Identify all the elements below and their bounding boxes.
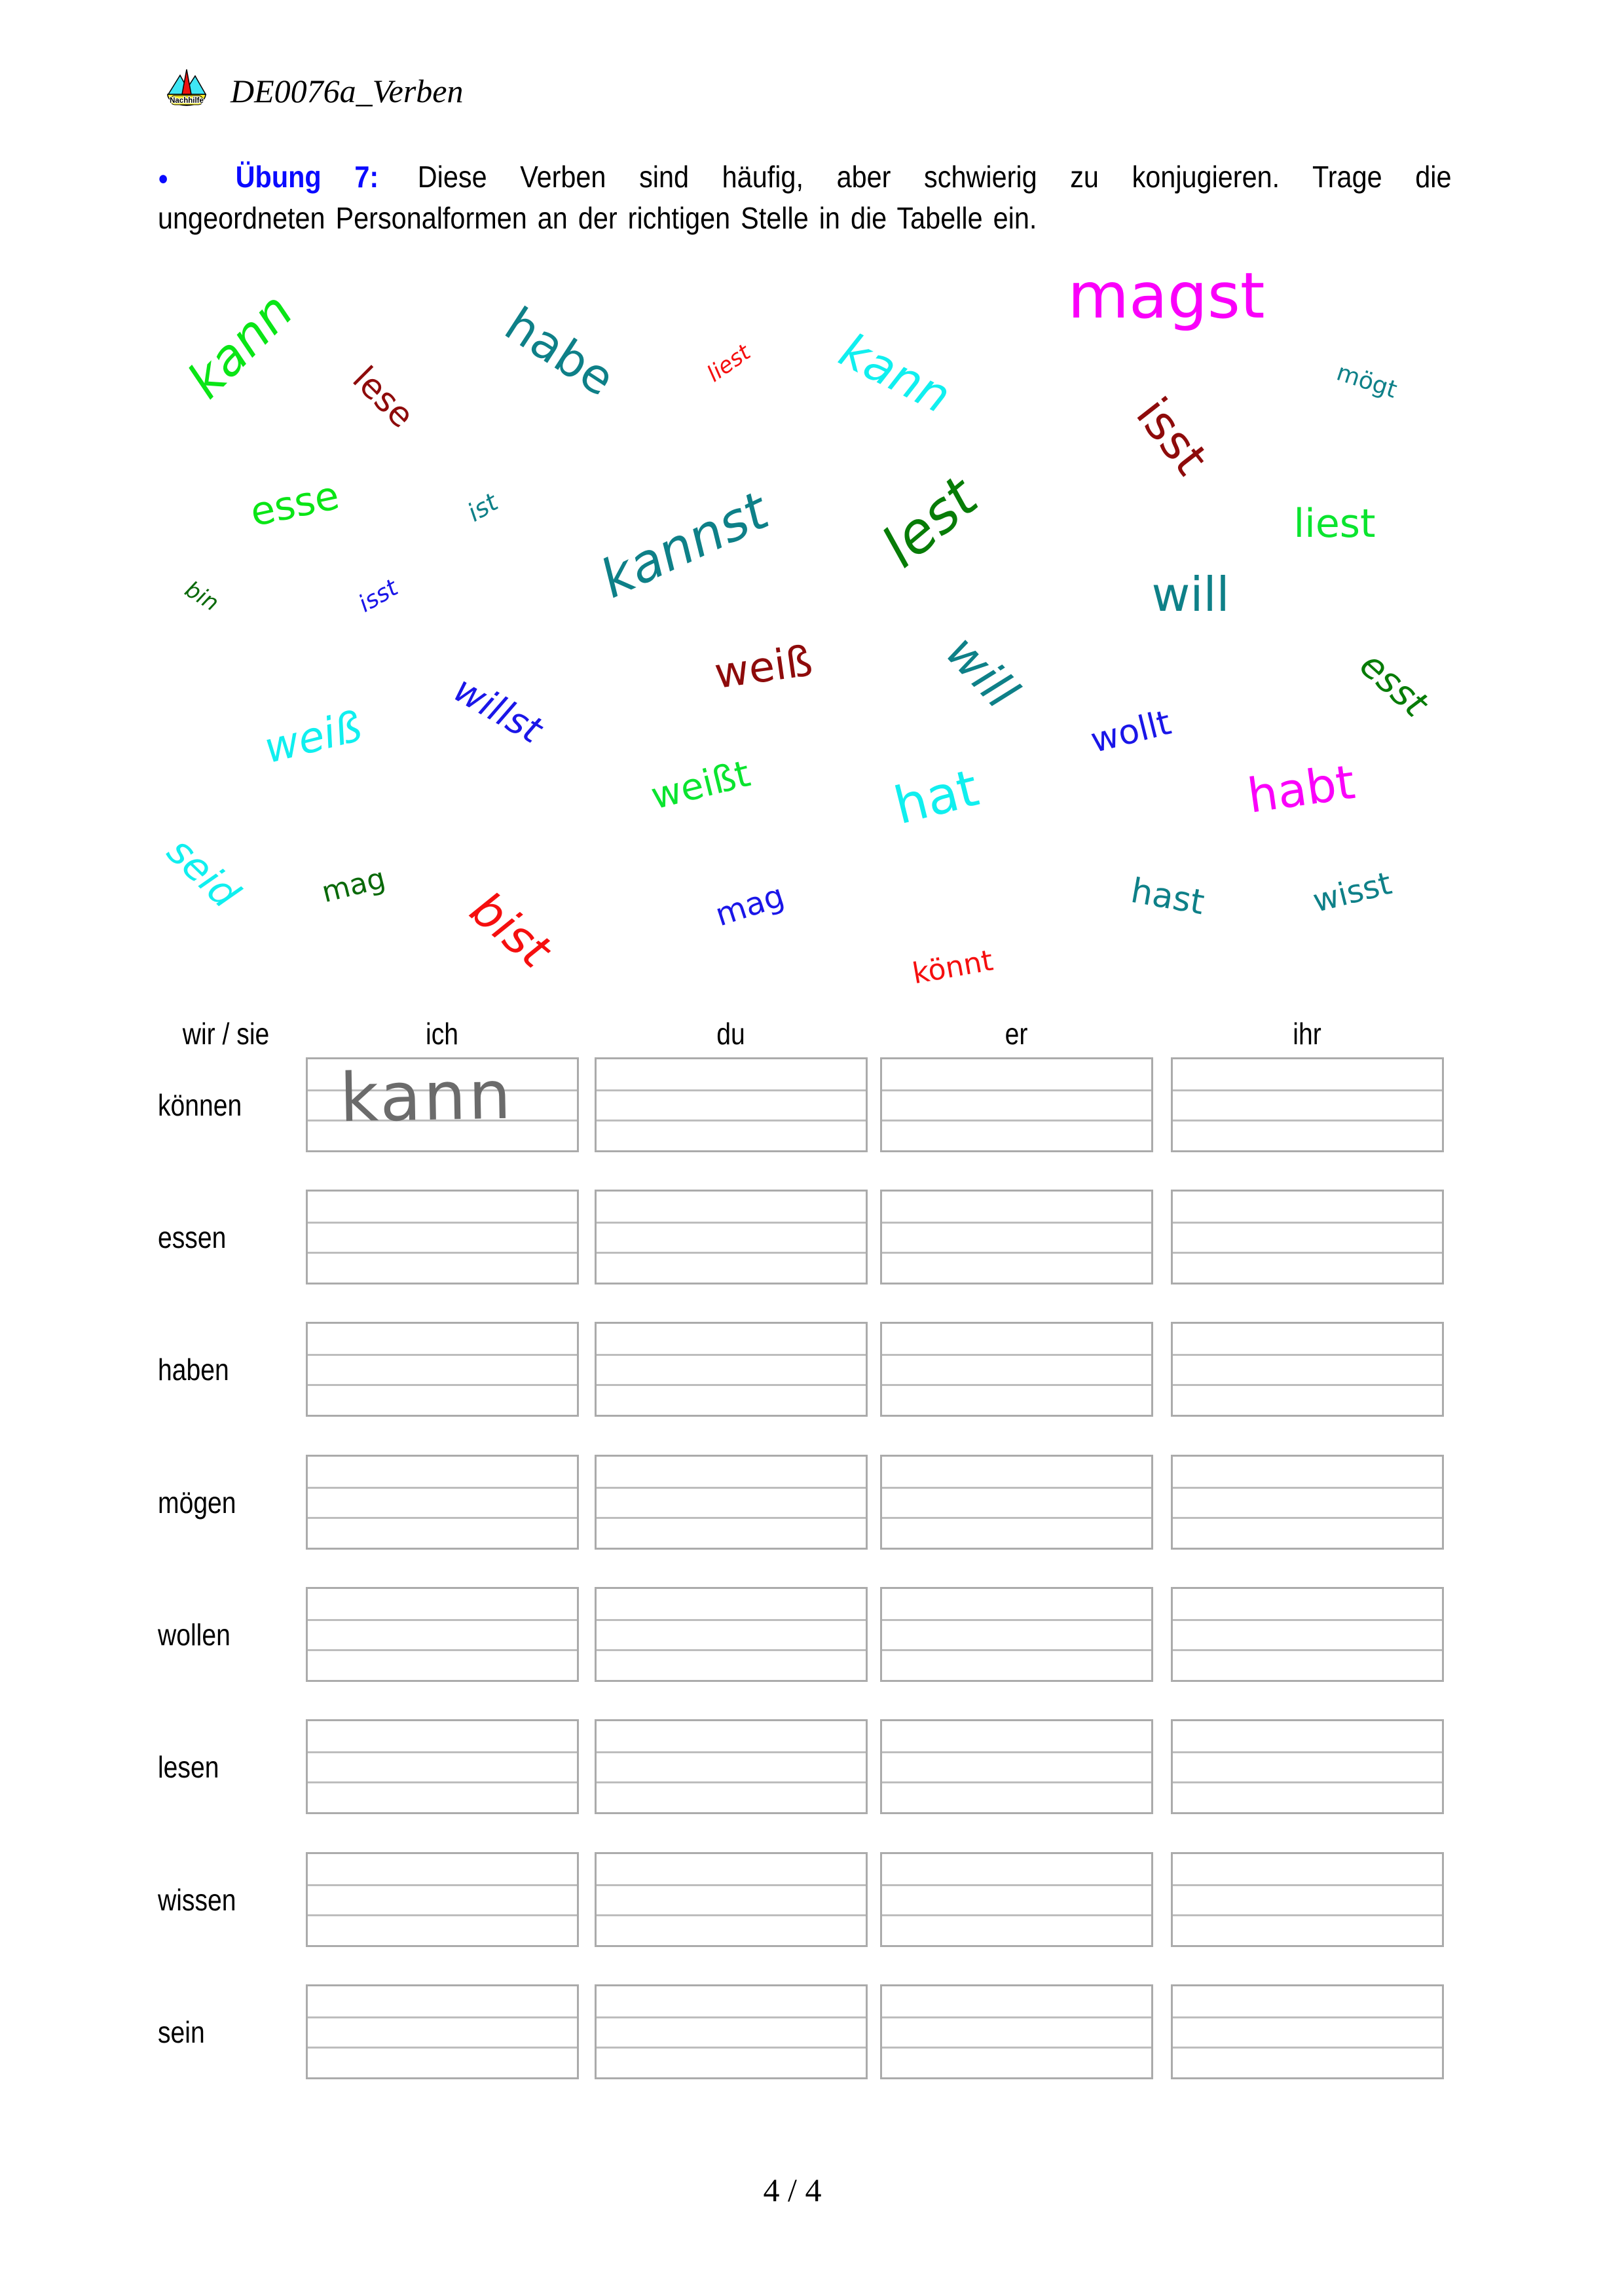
cloud-word-seid-25: seid (158, 828, 248, 917)
writing-guide-line (1173, 1384, 1442, 1386)
writing-guide-line (597, 1781, 866, 1783)
writing-guide-line (308, 1487, 577, 1489)
cloud-word-könnt-31: könnt (910, 943, 996, 991)
cloud-word-kann-0: kann (176, 282, 304, 410)
writing-guide-line (1173, 2047, 1442, 2049)
bullet-icon: ● (158, 168, 194, 189)
answer-cell-haben-du[interactable] (595, 1322, 868, 1417)
cloud-word-esst-18: esst (1351, 644, 1436, 726)
column-header-ihr: ihr (1293, 1017, 1321, 1051)
cloud-word-habe-2: habe (495, 296, 625, 407)
answer-cell-mögen-ihr[interactable] (1171, 1455, 1444, 1550)
cloud-word-isst-7: isst (1125, 387, 1219, 485)
column-header-wirsie: wir / sie (182, 1017, 270, 1051)
writing-guide-line (597, 1089, 866, 1091)
cloud-word-mögt-6: mögt (1333, 359, 1401, 404)
answer-cell-essen-ihr[interactable] (1171, 1190, 1444, 1285)
answer-cell-wissen-ihr[interactable] (1171, 1852, 1444, 1947)
cloud-word-will-15: will (1151, 567, 1230, 622)
answer-cell-mögen-du[interactable] (595, 1455, 868, 1550)
writing-guide-line (1173, 1649, 1442, 1651)
writing-guide-line (1173, 1884, 1442, 1886)
instruction-line-2: ungeordneten Personalformen an der richtigen Stelle in die Tabelle ein. (158, 201, 1037, 235)
writing-guide-line (882, 1914, 1151, 1916)
handwritten-answer-kann: kann (339, 1056, 515, 1138)
writing-guide-line (1173, 1914, 1442, 1916)
answer-cell-lesen-ihr[interactable] (1171, 1719, 1444, 1814)
answer-cell-sein-er[interactable] (880, 1984, 1153, 2079)
exercise-label: Übung 7: (235, 160, 379, 194)
answer-cell-können-du[interactable] (595, 1057, 868, 1152)
answer-cell-lesen-er[interactable] (880, 1719, 1153, 1814)
writing-guide-line (308, 1384, 577, 1386)
writing-guide-line (597, 1252, 866, 1254)
writing-guide-line (597, 1619, 866, 1621)
verb-row-label-essen: essen (158, 1220, 227, 1254)
verb-row-label-wissen: wissen (158, 1882, 236, 1917)
answer-cell-haben-ihr[interactable] (1171, 1322, 1444, 1417)
cloud-word-wisst-30: wisst (1309, 865, 1395, 920)
writing-guide-line (597, 1354, 866, 1356)
writing-guide-line (308, 1751, 577, 1753)
cloud-word-hat-24: hat (889, 758, 984, 837)
cloud-word-magst-5: magst (1067, 259, 1265, 333)
answer-cell-wissen-er[interactable] (880, 1852, 1153, 1947)
cloud-word-willst-19: willst (446, 668, 549, 752)
answer-cell-lesen-du[interactable] (595, 1719, 868, 1814)
writing-guide-line (597, 1517, 866, 1519)
writing-guide-line (308, 1914, 577, 1916)
cloud-word-bin-13: bin (180, 576, 223, 617)
writing-guide-line (597, 1914, 866, 1916)
answer-cell-wissen-ich[interactable] (306, 1852, 579, 1947)
writing-guide-line (308, 2047, 577, 2049)
cloud-word-wollt-21: wollt (1086, 702, 1175, 761)
logo-text: Nachhilfe (170, 97, 204, 105)
cloud-word-will-17: will (935, 624, 1029, 720)
writing-guide-line (597, 1222, 866, 1224)
writing-guide-line (597, 1120, 866, 1121)
cloud-word-mag-28: mag (710, 877, 789, 934)
writing-guide-line (597, 2016, 866, 2018)
answer-cell-essen-ich[interactable] (306, 1190, 579, 1285)
answer-cell-können-ihr[interactable] (1171, 1057, 1444, 1152)
answer-cell-wollen-ihr[interactable] (1171, 1587, 1444, 1682)
cloud-word-habt-23: habt (1244, 754, 1358, 824)
writing-guide-line (597, 1487, 866, 1489)
writing-guide-line (308, 1619, 577, 1621)
cloud-word-weiß-16: weiß (711, 636, 816, 699)
answer-cell-haben-er[interactable] (880, 1322, 1153, 1417)
cloud-word-ist-9: ist (462, 487, 503, 528)
writing-guide-line (1173, 1487, 1442, 1489)
cloud-word-liest-3: liest (702, 339, 756, 388)
answer-cell-wollen-ich[interactable] (306, 1587, 579, 1682)
writing-guide-line (1173, 1517, 1442, 1519)
writing-guide-line (1173, 1751, 1442, 1753)
writing-guide-line (882, 1884, 1151, 1886)
verb-row-label-lesen: lesen (158, 1749, 219, 1784)
answer-cell-lesen-ich[interactable] (306, 1719, 579, 1814)
writing-guide-line (1173, 2016, 1442, 2018)
writing-guide-line (882, 1487, 1151, 1489)
writing-guide-line (308, 1517, 577, 1519)
column-header-ich: ich (426, 1017, 458, 1051)
cloud-word-weißt-22: weißt (646, 752, 754, 818)
cloud-word-kann-4: kann (831, 322, 959, 424)
answer-cell-wollen-er[interactable] (880, 1587, 1153, 1682)
answer-cell-sein-ich[interactable] (306, 1984, 579, 2079)
cloud-word-hast-29: hast (1128, 871, 1208, 923)
cloud-word-kannst-10: kannst (591, 480, 777, 610)
writing-guide-line (597, 1751, 866, 1753)
writing-guide-line (1173, 1354, 1442, 1356)
writing-guide-line (882, 1120, 1151, 1121)
writing-guide-line (882, 1751, 1151, 1753)
answer-cell-mögen-er[interactable] (880, 1455, 1153, 1550)
cloud-word-weiß-20: weiß (259, 702, 367, 774)
cloud-word-bist-27: bist (460, 881, 562, 979)
writing-guide-line (882, 1517, 1151, 1519)
writing-guide-line (882, 1649, 1151, 1651)
writing-guide-line (308, 1354, 577, 1356)
answer-cell-können-er[interactable] (880, 1057, 1153, 1152)
answer-cell-sein-ihr[interactable] (1171, 1984, 1444, 2079)
writing-guide-line (597, 1649, 866, 1651)
writing-guide-line (1173, 1619, 1442, 1621)
footer-page-number: 4 / 4 (763, 2172, 822, 2208)
writing-guide-line (882, 1222, 1151, 1224)
verb-row-label-sein: sein (158, 2014, 205, 2049)
answer-cell-wissen-du[interactable] (595, 1852, 868, 1947)
writing-guide-line (308, 1222, 577, 1224)
instruction-text-1: Diese Verben sind häufig, aber schwierig zu konjugieren. Trage die (417, 160, 1452, 194)
cloud-word-mag-26: mag (318, 861, 389, 910)
writing-guide-line (308, 2016, 577, 2018)
verb-row-label-wollen: wollen (158, 1617, 231, 1652)
writing-guide-line (882, 2016, 1151, 2018)
writing-guide-line (308, 1781, 577, 1783)
writing-guide-line (308, 1884, 577, 1886)
writing-guide-line (1173, 1089, 1442, 1091)
verb-row-label-mögen: mögen (158, 1485, 236, 1520)
writing-guide-line (882, 1252, 1151, 1254)
verb-row-label-haben: haben (158, 1352, 229, 1387)
answer-cell-mögen-ich[interactable] (306, 1455, 579, 1550)
word-cloud (0, 0, 1624, 1021)
answer-cell-essen-er[interactable] (880, 1190, 1153, 1285)
cloud-word-lese-1: lese (344, 359, 422, 436)
cloud-word-esse-8: esse (246, 472, 343, 536)
answer-cell-haben-ich[interactable] (306, 1322, 579, 1417)
writing-guide-line (1173, 1252, 1442, 1254)
writing-guide-line (308, 1252, 577, 1254)
answer-cell-wollen-du[interactable] (595, 1587, 868, 1682)
page-title: DE0076a_Verben (231, 73, 464, 109)
writing-guide-line (882, 2047, 1151, 2049)
column-header-er: er (1005, 1017, 1028, 1051)
writing-guide-line (1173, 1222, 1442, 1224)
verb-row-label-können: können (158, 1087, 242, 1122)
writing-guide-line (597, 2047, 866, 2049)
writing-guide-line (1173, 1781, 1442, 1783)
writing-guide-line (1173, 1120, 1442, 1121)
writing-guide-line (882, 1384, 1151, 1386)
writing-guide-line (597, 1884, 866, 1886)
writing-guide-line (308, 1649, 577, 1651)
answer-cell-sein-du[interactable] (595, 1984, 868, 2079)
writing-guide-line (882, 1089, 1151, 1091)
cloud-word-isst-14: isst (354, 574, 403, 618)
writing-guide-line (882, 1619, 1151, 1621)
writing-guide-line (882, 1781, 1151, 1783)
cloud-word-liest-12: liest (1293, 501, 1376, 547)
cloud-word-lest-11: lest (870, 464, 990, 581)
writing-guide-line (597, 1384, 866, 1386)
answer-cell-essen-du[interactable] (595, 1190, 868, 1285)
writing-guide-line (882, 1354, 1151, 1356)
column-header-du: du (716, 1017, 745, 1051)
